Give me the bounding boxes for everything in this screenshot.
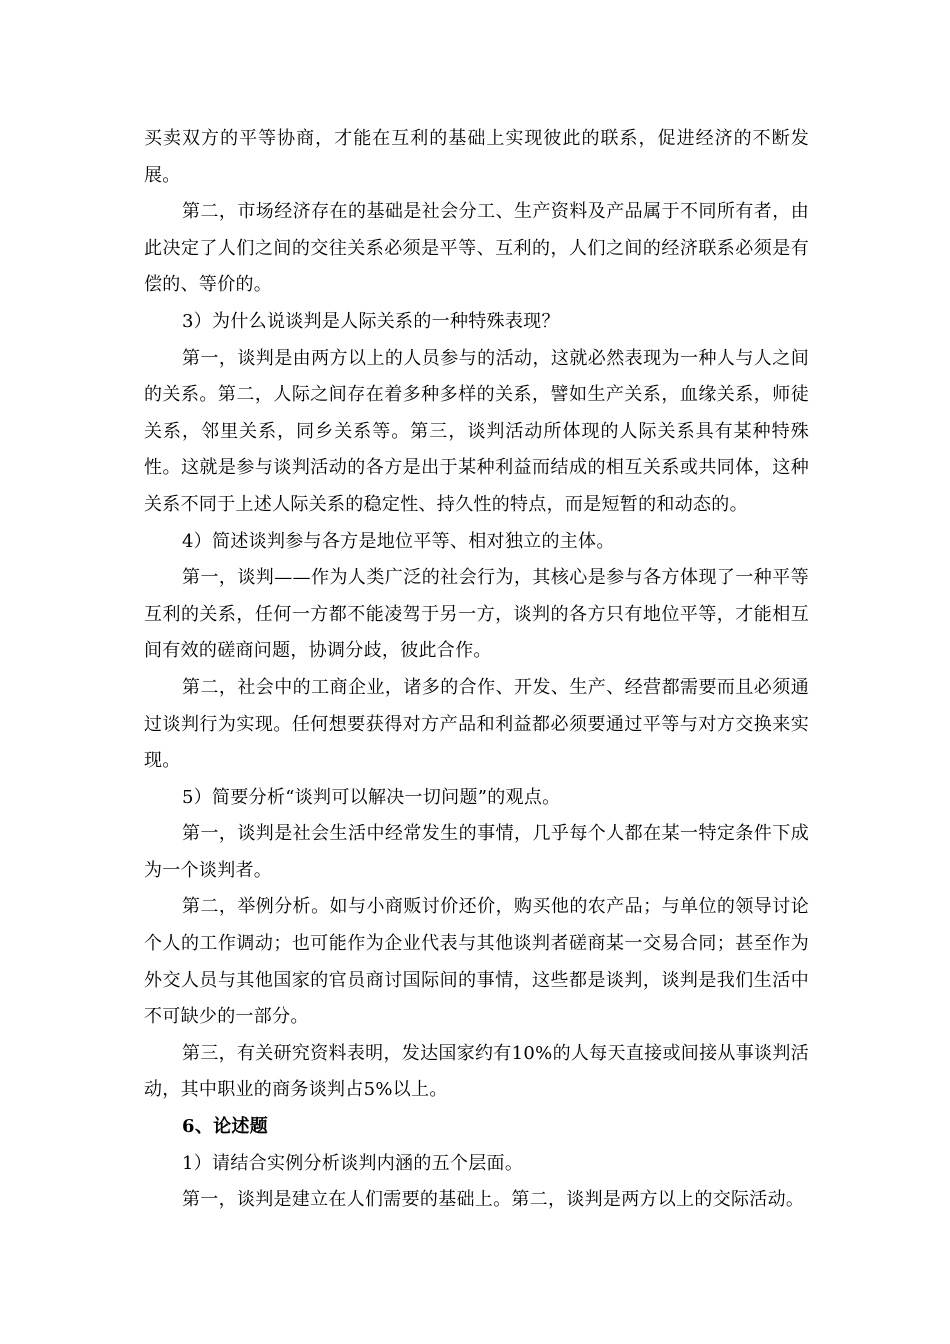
- paragraph-10: 第二，举例分析。如与小商贩讨价还价，购买他的农产品；与单位的领导讨论个人的工作调动；也可能作为企业代表与其他谈判者磋商某一交易合同；甚至作为外交人员与其他国家的官员商讨国际间的事情，这些都是谈判，谈判是我们生活中不可缺少的一部分。: [144, 896, 809, 1028]
- paragraph-6: 第一，谈判——作为人类广泛的社会行为，其核心是参与各方体现了一种平等互利的关系，任何一方都不能凌驾于另一方，谈判的各方只有地位平等，才能相互间有效的磋商问题，协调分歧，彼此合作。: [144, 567, 809, 662]
- paragraph-9: 第一，谈判是社会生活中经常发生的事情，几乎每个人都在某一特定条件下成为一个谈判者。: [144, 823, 809, 881]
- question-3: 3）为什么说谈判是人际关系的一种特殊表现？: [182, 310, 560, 332]
- paragraph-11: 第三，有关研究资料表明，发达国家约有10%的人每天直接或间接从事谈判活动，其中职业的商务谈判占5%以上。: [144, 1042, 809, 1101]
- paragraph-2: 第二，市场经济存在的基础是社会分工、生产资料及产品属于不同所有者，由此决定了人们之间的交往关系必须是平等、互利的，人们之间的经济联系必须是有偿的、等价的。: [144, 201, 809, 296]
- section-heading: 6、论述题: [182, 1116, 269, 1138]
- paragraph-7: 第二，社会中的工商企业，诸多的合作、开发、生产、经营都需要而且必须通过谈判行为实现。任何想要获得对方产品和利益都必须要通过平等与对方交换来实现。: [144, 676, 809, 772]
- essay-question-1: 1）请结合实例分析谈判内涵的五个层面。: [182, 1152, 524, 1174]
- paragraph-14: 第一，谈判是建立在人们需要的基础上。第二，谈判是两方以上的交际活动。: [182, 1189, 805, 1211]
- document-page: [144, 121, 809, 1219]
- question-4: 4）简述谈判参与各方是地位平等、相对独立的主体。: [182, 530, 615, 552]
- paragraph-4: 第一，谈判是由两方以上的人员参与的活动，这就必然表现为一种人与人之间的关系。第二，人际之间存在着多种多样的关系，譬如生产关系，血缘关系，师徒关系，邻里关系，同乡关系等。第三，谈判活动所体现的人际关系具有某种特殊性。这就是参与谈判活动的各方是出于某种利益而结成的相互关系或共同体，这种关系不同于上述人际关系的稳定性、持久性的特点，而是短暂的和动态的。: [144, 347, 809, 515]
- question-5: 5）简要分析“谈判可以解决一切问题”的观点。: [182, 786, 561, 808]
- paragraph-1: 买卖双方的平等协商，才能在互利的基础上实现彼此的联系，促进经济的不断发展。: [144, 128, 809, 186]
